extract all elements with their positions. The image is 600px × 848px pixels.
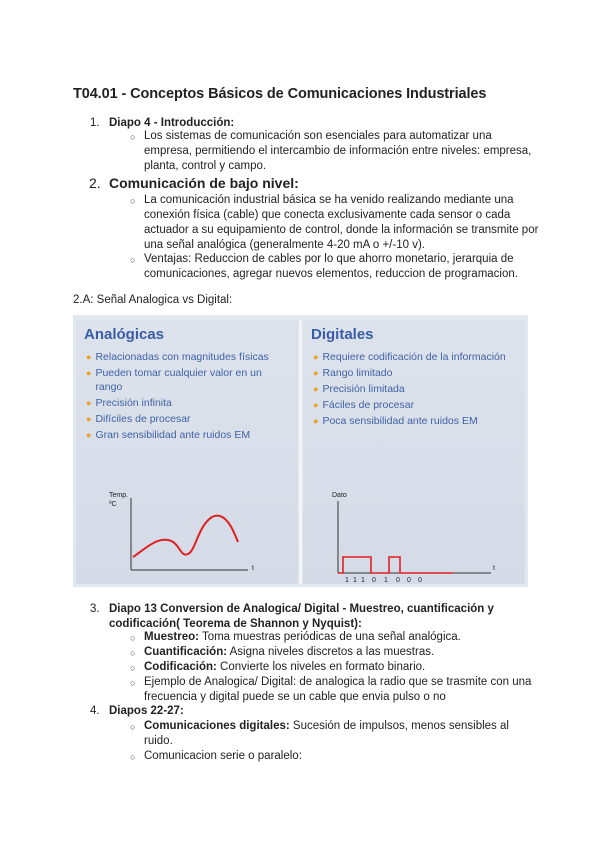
digital-bit-label: 1 bbox=[345, 577, 349, 584]
bullet-dot-icon: ● bbox=[86, 398, 92, 408]
section-4-item-1: Comunicaciones digitales: Sucesión de impulsos, menos sensibles al bbox=[144, 720, 509, 732]
section-1-label: Diapo 4 - Introducción: bbox=[109, 117, 235, 129]
section-1-number: 1. bbox=[90, 117, 100, 129]
section-3-item-cuantificacion: Cuantificación: Asigna niveles discretos a las muestras. bbox=[144, 646, 435, 658]
analog-signal-graph bbox=[76, 480, 298, 580]
digital-item: ● Poca sensibilidad ante ruidos EM bbox=[313, 415, 478, 427]
digital-ylabel: Dato bbox=[332, 492, 347, 499]
section-3-extra-line-1: Ejemplo de Analogica/ Digital: de analogica la radio que se trasmite con una bbox=[144, 676, 532, 688]
digital-title: Digitales bbox=[311, 326, 374, 343]
section-3-label-line-1: Diapo 13 Conversion de Analogica/ Digital - Muestreo, cuantificación y bbox=[109, 603, 494, 615]
bullet-circle-icon: ○ bbox=[130, 648, 136, 658]
subheading-2a: 2.A: Señal Analogica vs Digital: bbox=[73, 294, 233, 306]
section-4-number: 4. bbox=[90, 705, 100, 717]
bullet-dot-icon: ● bbox=[86, 368, 92, 378]
analog-title: Analógicas bbox=[84, 326, 165, 343]
bullet-circle-icon: ○ bbox=[130, 678, 136, 688]
digital-item: ● Requiere codificación de la información bbox=[313, 351, 506, 363]
bullet-dot-icon: ● bbox=[313, 384, 319, 394]
bullet-dot-icon: ● bbox=[313, 352, 319, 362]
digital-bit-label: 1 bbox=[361, 577, 365, 584]
section-3-label-line-2: codificación( Teorema de Shannon y Nyquist): bbox=[109, 618, 362, 630]
section-1-bullet-line-2: empresa, permitiendo el intercambio de información entre niveles: empresa, bbox=[144, 145, 532, 157]
analog-ylabel-1: Temp. bbox=[109, 492, 129, 499]
bullet-dot-icon: ● bbox=[313, 416, 319, 426]
bullet-circle-icon: ○ bbox=[130, 196, 136, 206]
digital-bits bbox=[345, 577, 422, 584]
analog-item: ● Precisión infinita bbox=[86, 397, 172, 409]
section-2-bullet-2-line-2: comunicaciones, agregar nuevos elementos, reduccion de programacion. bbox=[144, 268, 518, 280]
digital-panel bbox=[303, 320, 525, 584]
section-4-item-1-line-2: ruido. bbox=[144, 735, 173, 747]
bullet-dot-icon: ● bbox=[313, 368, 319, 378]
panel-divider bbox=[299, 320, 302, 584]
section-3-item-muestreo: Muestreo: Toma muestras periódicas de una señal analógica. bbox=[144, 631, 461, 643]
section-2-bullet-2-line-1: Ventajas: Reduccion de cables por lo que ahorro monetario, jerarquia de bbox=[144, 253, 514, 265]
digital-signal-graph bbox=[303, 485, 525, 585]
analog-xlabel: t bbox=[252, 565, 254, 572]
analog-ylabel-2: ºC bbox=[109, 501, 117, 508]
section-4-label: Diapos 22-27: bbox=[109, 705, 184, 717]
analog-panel bbox=[76, 320, 298, 584]
digital-bit-label: 0 bbox=[396, 577, 400, 584]
bullet-circle-icon: ○ bbox=[130, 633, 136, 643]
section-3-number: 3. bbox=[90, 603, 100, 615]
analog-vs-digital-slide bbox=[73, 315, 528, 587]
section-2-bullet-1-line-3: actuador a su equipamiento de control, donde la información se transmite por bbox=[144, 224, 539, 236]
section-2-bullet-1-line-1: La comunicación industrial básica se ha venido realizando mediante una bbox=[144, 194, 514, 206]
page-title: T04.01 - Conceptos Básicos de Comunicaciones Industriales bbox=[73, 86, 487, 102]
bullet-circle-icon: ○ bbox=[130, 255, 136, 265]
section-2-label: Comunicación de bajo nivel: bbox=[109, 175, 299, 191]
analog-item: ● Pueden tomar cualquier valor en un rango bbox=[86, 367, 262, 393]
digital-xlabel: t bbox=[493, 565, 495, 572]
section-2-bullet-1-line-2: conexión física (cable) que conecta exclusivamente cada sensor o cada bbox=[144, 209, 511, 221]
section-1-bullet-line-1: Los sistemas de comunicación son esenciales para automatizar una bbox=[144, 130, 492, 142]
section-2-number: 2. bbox=[89, 175, 101, 191]
bullet-circle-icon: ○ bbox=[130, 752, 136, 762]
bullet-circle-icon: ○ bbox=[130, 722, 136, 732]
analog-item: ● Difíciles de procesar bbox=[86, 413, 191, 425]
bullet-circle-icon: ○ bbox=[130, 132, 136, 142]
analog-item: ● Gran sensibilidad ante ruidos EM bbox=[86, 429, 251, 441]
digital-bit-label: 0 bbox=[372, 577, 376, 584]
section-2-bullet-1-line-4: una señal analógica (generalmente 4-20 mA o +/-10 v). bbox=[144, 239, 425, 251]
analog-item: ● Relacionadas con magnitudes físicas bbox=[86, 351, 269, 363]
bullet-dot-icon: ● bbox=[86, 414, 92, 424]
section-4-item-2: Comunicacion serie o paralelo: bbox=[144, 750, 302, 762]
analog-wave bbox=[133, 516, 238, 557]
bullet-dot-icon: ● bbox=[86, 352, 92, 362]
bullet-dot-icon: ● bbox=[86, 430, 92, 440]
digital-wave bbox=[338, 557, 453, 573]
bullet-dot-icon: ● bbox=[313, 400, 319, 410]
section-3-item-codificacion: Codificación: Convierte los niveles en formato binario. bbox=[144, 661, 426, 673]
digital-item: ● Fáciles de procesar bbox=[313, 399, 415, 411]
section-3-extra-line-2: frecuencia y digital puede se un cable que envia pulso o no bbox=[144, 691, 446, 703]
bullet-circle-icon: ○ bbox=[130, 663, 136, 673]
digital-item: ● Rango limitado bbox=[313, 367, 393, 379]
digital-bit-label: 0 bbox=[407, 577, 411, 584]
section-1-bullet-line-3: planta, control y campo. bbox=[144, 160, 267, 172]
digital-bit-label: 1 bbox=[353, 577, 357, 584]
digital-item: ● Precisión limitada bbox=[313, 383, 405, 395]
digital-bit-label: 0 bbox=[418, 577, 422, 584]
digital-bit-label: 1 bbox=[384, 577, 388, 584]
